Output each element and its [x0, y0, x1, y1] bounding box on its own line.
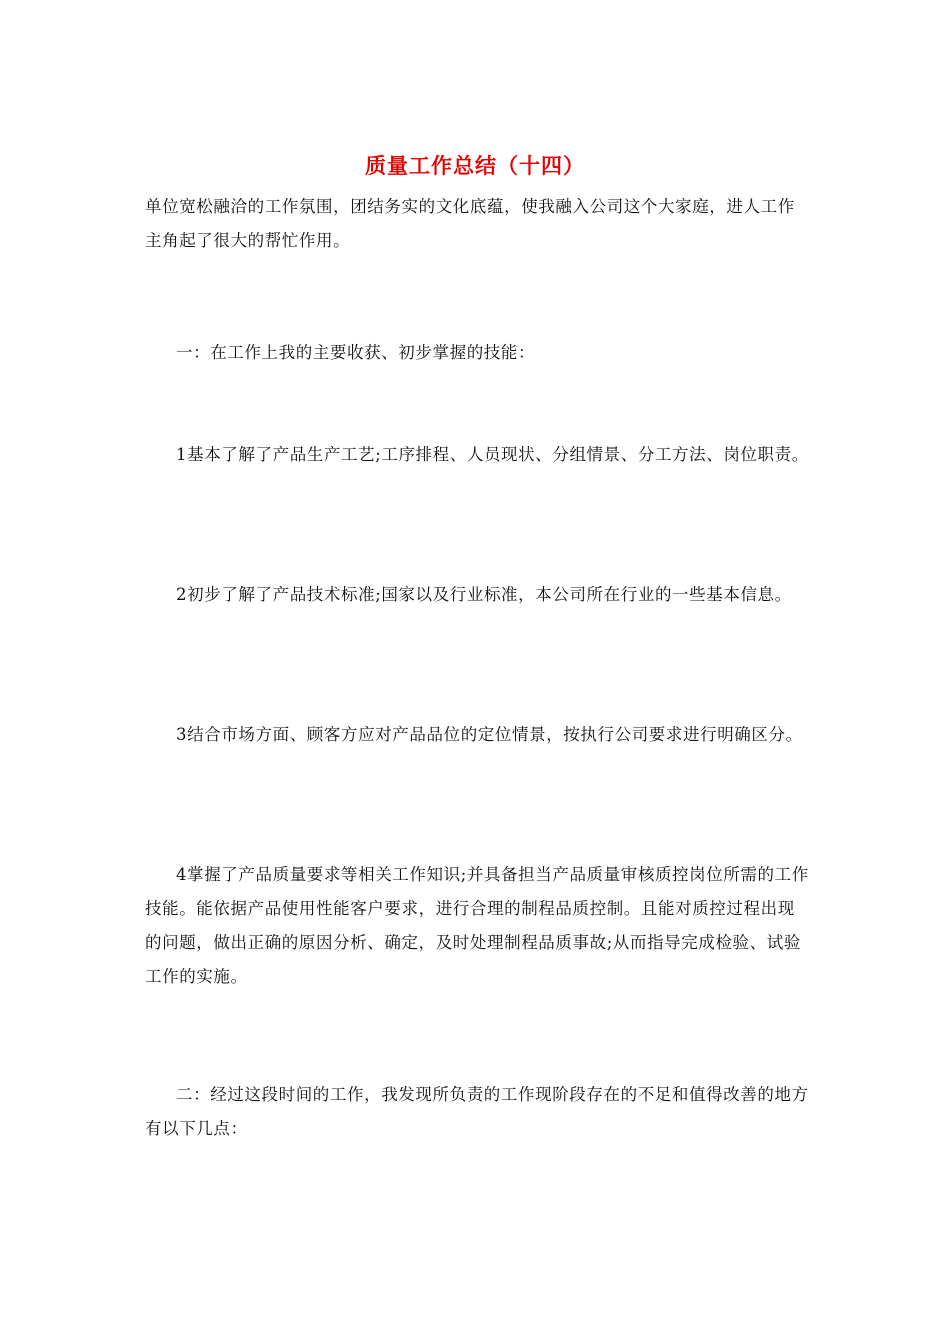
paragraph-item-3: 3结合市场方面、顾客方应对产品品位的定位情景，按执行公司要求进行明确区分。	[176, 725, 803, 744]
paragraph-section-one-heading: 一：在工作上我的主要收获、初步掌握的技能：	[176, 343, 536, 362]
paragraph-item-2: 2初步了解了产品技术标准;国家以及行业标准，本公司所在行业的一些基本信息。	[176, 585, 792, 604]
paragraph-item-1: 1基本了解了产品生产工艺;工序排程、人员现状、分组情景、分工方法、岗位职责。	[176, 445, 809, 464]
paragraph-intro: 单位宽松融洽的工作氛围，团结务实的文化底蕴，使我融入公司这个大家庭，进人工作主角起了很大的帮忙作用。	[145, 197, 795, 250]
document-title: 质量工作总结（十四）	[365, 154, 585, 178]
paragraph-section-two-heading: 二：经过这段时间的工作，我发现所负责的工作现阶段存在的不足和值得改善的地方有以下几点：	[145, 1085, 809, 1138]
paragraph-item-4: 4掌握了产品质量要求等相关工作知识;并具备担当产品质量审核质控岗位所需的工作技能。能依据产品使用性能客户要求，进行合理的制程品质控制。且能对质控过程出现的问题，做出正确的原因分析、确定，及时处理制程品质事故;从而指导完成检验、试验工作的实施。	[145, 865, 809, 986]
